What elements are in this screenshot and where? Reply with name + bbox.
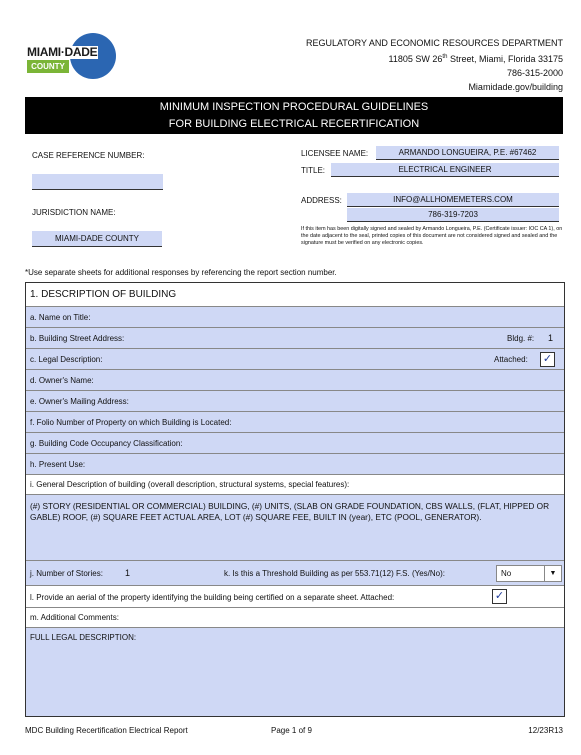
digital-signature-note: If this item has been digitally signed and sealed by Armando Longueira, P.E. (Certificate issuer: IOC CA 1), on the date adjacent to the seal, printed copies of this document are not considered signed and sealed and the signature must be verified on any electronic copies. <box>301 226 563 246</box>
additional-comments-area[interactable] <box>26 628 564 716</box>
number-of-stories-value[interactable]: 1 <box>125 568 131 578</box>
legal-description-label: c. Legal Description: <box>30 355 103 364</box>
additional-comments-row <box>26 608 564 628</box>
threshold-dropdown-value: No <box>501 569 512 578</box>
department-phone: 786-315-2000 <box>506 68 563 78</box>
banner-line-1: MINIMUM INSPECTION PROCEDURAL GUIDELINES <box>159 101 429 113</box>
section-heading-row <box>26 283 564 307</box>
street-number: 11805 SW 26 <box>388 54 443 64</box>
street-address-row[interactable] <box>26 328 564 349</box>
folio-number-row[interactable] <box>26 412 564 433</box>
street-address-label: b. Building Street Address: <box>30 334 125 343</box>
separate-sheets-note: *Use separate sheets for additional responses by referencing the report section number. <box>25 268 337 277</box>
street-suffix: th <box>442 54 448 60</box>
department-name: REGULATORY AND ECONOMIC RESOURCES DEPARTMENT <box>305 38 563 48</box>
miami-dade-logo <box>26 33 126 79</box>
additional-comments-label: m. Additional Comments: <box>30 613 119 622</box>
present-use-label: h. Present Use: <box>30 460 86 469</box>
section-heading: 1. DESCRIPTION OF BUILDING <box>30 289 177 300</box>
street-rest: Street, Miami, Florida 33175 <box>447 54 563 64</box>
title-label: TITLE: <box>301 166 326 175</box>
general-description-text[interactable]: (#) STORY (RESIDENTIAL OR COMMERCIAL) BUILDING, (#) UNITS, (SLAB ON GRADE FOUNDATION, CBS WALLS, (FLAT, HIPPED OR GABLE) ROOF, (#) SQUARE FEET ACTUAL AREA, LOT (#) SQUARE FEE, BUILT IN (year), ETC (POOL, GENERATOR). <box>30 501 550 522</box>
number-of-stories-label: j. Number of Stories: <box>30 569 103 578</box>
jurisdiction-label: JURISDICTION NAME: <box>32 208 116 217</box>
owner-mailing-label: e. Owner's Mailing Address: <box>30 397 129 406</box>
case-reference-label: CASE REFERENCE NUMBER: <box>32 151 145 160</box>
building-number-value[interactable]: 1 <box>548 333 554 343</box>
building-number-label: Bldg. #: <box>507 334 535 343</box>
threshold-dropdown[interactable] <box>496 565 562 582</box>
title-field[interactable]: ELECTRICAL ENGINEER <box>331 163 559 177</box>
address-field-line-1[interactable]: INFO@ALLHOMEMETERS.COM <box>347 193 559 207</box>
legal-attached-checkbox[interactable]: ✓ <box>540 352 555 367</box>
owner-name-row[interactable] <box>26 370 564 391</box>
general-description-label: i. General Description of building (overall description, structural systems, special features): <box>30 480 350 489</box>
legal-description-row[interactable] <box>26 349 564 370</box>
additional-comments-text[interactable]: FULL LEGAL DESCRIPTION: <box>30 633 137 642</box>
department-website[interactable]: Miamidade.gov/building <box>468 82 563 92</box>
name-on-title-label: a. Name on Title: <box>30 313 91 322</box>
address-label: ADDRESS: <box>301 196 342 205</box>
owner-name-label: d. Owner's Name: <box>30 376 94 385</box>
owner-mailing-row[interactable] <box>26 391 564 412</box>
occupancy-classification-row[interactable] <box>26 433 564 454</box>
title-banner <box>25 97 563 134</box>
general-description-row <box>26 475 564 495</box>
name-on-title-row[interactable] <box>26 307 564 328</box>
jurisdiction-field[interactable]: MIAMI-DADE COUNTY <box>32 231 162 247</box>
case-reference-field[interactable] <box>32 174 163 190</box>
folio-number-label: f. Folio Number of Property on which Building is Located: <box>30 418 232 427</box>
occupancy-classification-label: g. Building Code Occupancy Classification: <box>30 439 183 448</box>
description-of-building-form <box>25 282 565 717</box>
chevron-down-icon[interactable]: ▼ <box>544 566 561 581</box>
licensee-label: LICENSEE NAME: <box>301 149 369 158</box>
aerial-label: l. Provide an aerial of the property identifying the building being certified on a separate sheet. Attached: <box>30 593 395 602</box>
present-use-row[interactable] <box>26 454 564 475</box>
department-street <box>306 50 563 66</box>
licensee-field[interactable]: ARMANDO LONGUEIRA, P.E. #67462 <box>376 146 559 160</box>
legal-attached-label: Attached: <box>494 355 528 364</box>
logo-county-bar: COUNTY <box>27 60 69 73</box>
address-field-line-2[interactable]: 786-319-7203 <box>347 208 559 222</box>
department-header <box>306 36 563 94</box>
banner-line-2: FOR BUILDING ELECTRICAL RECERTIFICATION <box>168 118 420 130</box>
footer-report-name: MDC Building Recertification Electrical Report <box>25 726 188 735</box>
stories-threshold-row <box>26 561 564 586</box>
footer-revision: 12/23R13 <box>528 726 563 735</box>
footer-page-number: Page 1 of 9 <box>271 726 312 735</box>
aerial-attached-checkbox[interactable]: ✓ <box>492 589 507 604</box>
aerial-row <box>26 586 564 608</box>
logo-wordmark: MIAMI·DADE <box>27 45 98 59</box>
general-description-area[interactable] <box>26 495 564 561</box>
threshold-building-label: k. Is this a Threshold Building as per 553.71(12) F.S. (Yes/No): <box>224 569 446 578</box>
